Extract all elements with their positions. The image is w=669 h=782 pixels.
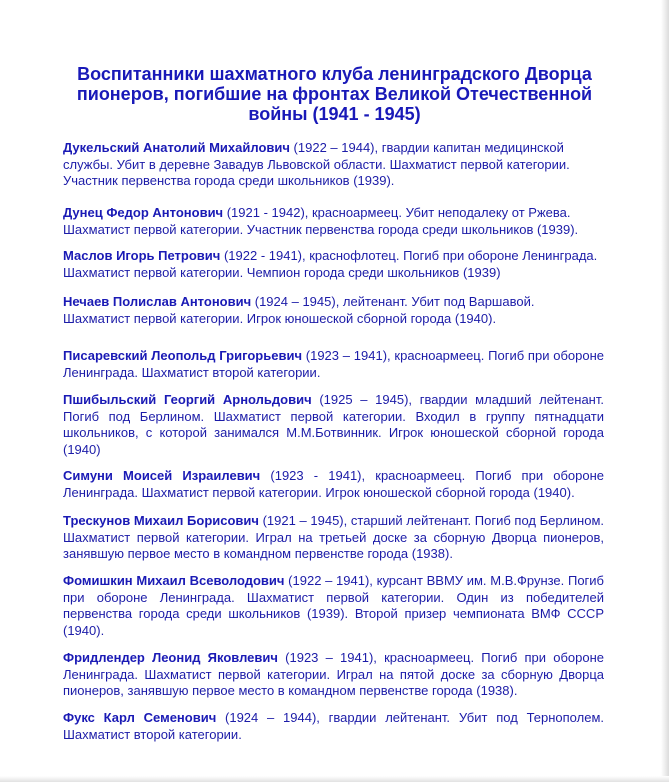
entry-8	[63, 513, 604, 563]
entry-text: (1923 – 1941), красноармеец. Погиб при обороне Ленинграда. Шахматист второй категории.	[63, 348, 604, 380]
entry-text: (1922 - 1941), краснофлотец. Погиб при обороне Ленинграда. Шахматист первой категории. Чемпион города среди школьников (1939)	[63, 248, 598, 280]
entry-1	[63, 140, 604, 190]
entry-text: (1922 – 1944), гвардии капитан медицинской службы. Убит в деревне Завадув Львовской области. Шахматист первой категории. Участник первенства города среди школьников (1939).	[63, 140, 570, 188]
document-title: Воспитанники шахматного клуба ленинградского Дворца пионеров, погибшие на фронтах Великой Отечественной войны (1941 - 1945)	[76, 64, 593, 124]
page-shadow-right	[661, 0, 669, 782]
entry-text: (1921 - 1942), красноармеец. Убит неподалеку от Ржева. Шахматист первой категории. Участник первенства города среди школьников (1939).	[63, 205, 579, 237]
entry-name: Дукельский Анатолий Михайлович	[63, 140, 290, 155]
page-shadow-bottom	[0, 776, 669, 782]
entry-9	[63, 573, 604, 639]
entry-text: (1925 – 1945), гвардии младший лейтенант. Погиб под Берлином. Шахматист первой категории. Входил в группу пятнадцати школьников, с которой занимался М.М.Ботвинник. Игрок юношеской сборной города (1940)	[63, 392, 604, 457]
entry-4	[63, 294, 604, 327]
entry-name: Нечаев Полислав Антонович	[63, 294, 252, 309]
entry-6	[63, 392, 604, 458]
entry-text: (1921 – 1945), старший лейтенант. Погиб под Берлином. Шахматист первой категории. Играл на третьей доске за сборную Дворца пионеров, занявшую первое место в командном первенстве города (1938).	[63, 513, 604, 561]
entry-text: (1922 – 1941), курсант ВВМУ им. М.В.Фрунзе. Погиб при обороне Ленинграда. Шахматист первой категории. Один из победителей первенства города среди школьников (1939). Второй призер чемпионата ВМФ СССР (1940).	[63, 573, 604, 638]
entry-10	[63, 650, 604, 700]
entry-name: Маслов Игорь Петрович	[63, 248, 221, 263]
entry-name: Фомишкин Михаил Всеволодович	[63, 573, 285, 588]
entry-name: Дунец Федор Антонович	[63, 205, 224, 220]
entry-text: (1924 – 1944), гвардии лейтенант. Убит под Тернополем. Шахматист второй категории.	[63, 710, 604, 742]
entry-text: (1923 – 1941), красноармеец. Погиб при обороне Ленинграда. Шахматист первой категории. Играл на пятой доске за сборную Дворца пионеров, занявшую первое место в командном первенстве города (1938).	[63, 650, 604, 698]
entry-name: Фукс Карл Семенович	[63, 710, 217, 725]
entry-name: Фридлендер Леонид Яковлевич	[63, 650, 278, 665]
entry-3	[63, 248, 604, 281]
entry-7	[63, 468, 604, 501]
entry-text: (1924 – 1945), лейтенант. Убит под Варшавой. Шахматист первой категории. Игрок юношеской сборной города (1940).	[63, 294, 535, 326]
entry-5	[63, 348, 604, 381]
entry-name: Писаревский Леопольд Григорьевич	[63, 348, 302, 363]
entry-11	[63, 710, 604, 743]
entry-name: Пшибыльский Георгий Арнольдович	[63, 392, 312, 407]
entry-2	[63, 205, 604, 238]
entry-text: (1923 - 1941), красноармеец. Погиб при обороне Ленинграда. Шахматист первой категории. Игрок юношеской сборной города (1940).	[63, 468, 604, 500]
entry-name: Симуни Моисей Израилевич	[63, 468, 261, 483]
entry-name: Трескунов Михаил Борисович	[63, 513, 259, 528]
